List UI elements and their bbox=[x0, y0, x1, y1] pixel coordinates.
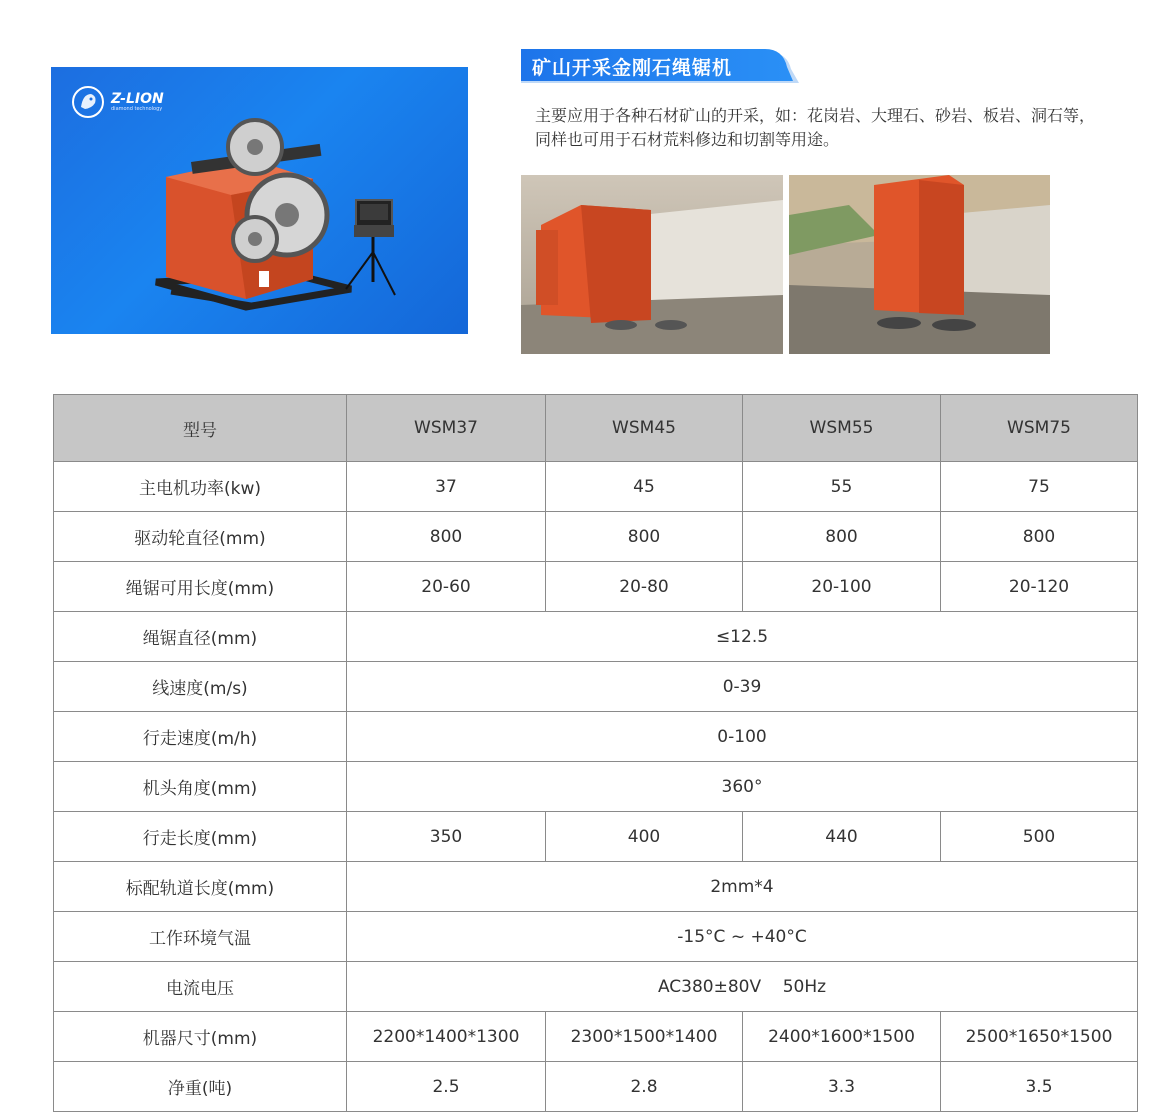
table-row bbox=[54, 612, 1138, 662]
cell: 440 bbox=[743, 812, 941, 862]
header-cell: 型号 bbox=[54, 395, 347, 462]
table-row bbox=[54, 962, 1138, 1012]
row-label: 主电机功率(kw) bbox=[54, 462, 347, 512]
table-header-row bbox=[54, 395, 1138, 462]
merged-cell: -15°C ~ +40°C bbox=[347, 912, 1138, 962]
row-label: 机头角度(mm) bbox=[54, 762, 347, 812]
header-cell: WSM55 bbox=[743, 395, 941, 462]
table-row bbox=[54, 1062, 1138, 1112]
cell: 20-120 bbox=[941, 562, 1138, 612]
row-label: 机器尺寸(mm) bbox=[54, 1012, 347, 1062]
row-label: 行走长度(mm) bbox=[54, 812, 347, 862]
cell: 800 bbox=[347, 512, 546, 562]
row-label: 行走速度(m/h) bbox=[54, 712, 347, 762]
cell: 2200*1400*1300 bbox=[347, 1012, 546, 1062]
header-cell: WSM45 bbox=[546, 395, 743, 462]
cell: 45 bbox=[546, 462, 743, 512]
table-row bbox=[54, 812, 1138, 862]
table-row bbox=[54, 862, 1138, 912]
cell: 2300*1500*1400 bbox=[546, 1012, 743, 1062]
table-row bbox=[54, 762, 1138, 812]
merged-cell: 2mm*4 bbox=[347, 862, 1138, 912]
cell: 55 bbox=[743, 462, 941, 512]
header-cell: WSM75 bbox=[941, 395, 1138, 462]
cell: 3.5 bbox=[941, 1062, 1138, 1112]
cell: 350 bbox=[347, 812, 546, 862]
cell: 2400*1600*1500 bbox=[743, 1012, 941, 1062]
row-label: 绳锯可用长度(mm) bbox=[54, 562, 347, 612]
cell: 20-60 bbox=[347, 562, 546, 612]
cell: 20-100 bbox=[743, 562, 941, 612]
description-line: 主要应用于各种石材矿山的开采，如：花岗岩、大理石、砂岩、板岩、洞石等， bbox=[535, 106, 1096, 125]
row-label: 工作环境气温 bbox=[54, 912, 347, 962]
cell: 37 bbox=[347, 462, 546, 512]
row-label: 绳锯直径(mm) bbox=[54, 612, 347, 662]
spec-table bbox=[53, 394, 1138, 1112]
logo-text: Z-LION bbox=[111, 91, 164, 107]
table-row bbox=[54, 912, 1138, 962]
table-row bbox=[54, 462, 1138, 512]
merged-cell: ≤12.5 bbox=[347, 612, 1138, 662]
cell: 500 bbox=[941, 812, 1138, 862]
row-label: 电流电压 bbox=[54, 962, 347, 1012]
table-row bbox=[54, 512, 1138, 562]
cell: 400 bbox=[546, 812, 743, 862]
cell: 20-80 bbox=[546, 562, 743, 612]
row-label: 驱动轮直径(mm) bbox=[54, 512, 347, 562]
quarry-photo-2 bbox=[789, 175, 1050, 354]
table-row bbox=[54, 662, 1138, 712]
cell: 75 bbox=[941, 462, 1138, 512]
cell: 800 bbox=[941, 512, 1138, 562]
product-description bbox=[535, 104, 1135, 152]
description-line: 同样也可用于石材荒料修边和切割等用途。 bbox=[535, 130, 840, 149]
quarry-photo-1 bbox=[521, 175, 783, 354]
row-label: 净重(吨) bbox=[54, 1062, 347, 1112]
cell: 2.8 bbox=[546, 1062, 743, 1112]
table-row bbox=[54, 562, 1138, 612]
header-cell: WSM37 bbox=[347, 395, 546, 462]
merged-cell: 0-39 bbox=[347, 662, 1138, 712]
page-title: 矿山开采金刚石绳锯机 bbox=[532, 57, 733, 79]
table-row bbox=[54, 1012, 1138, 1062]
merged-cell: 0-100 bbox=[347, 712, 1138, 762]
logo-subtext: diamond technology bbox=[111, 106, 163, 112]
cell: 3.3 bbox=[743, 1062, 941, 1112]
cell: 800 bbox=[743, 512, 941, 562]
product-hero-image bbox=[51, 67, 468, 334]
cell: 2500*1650*1500 bbox=[941, 1012, 1138, 1062]
row-label: 线速度(m/s) bbox=[54, 662, 347, 712]
row-label: 标配轨道长度(mm) bbox=[54, 862, 347, 912]
table-row bbox=[54, 712, 1138, 762]
merged-cell: 360° bbox=[347, 762, 1138, 812]
cell: 800 bbox=[546, 512, 743, 562]
merged-cell: AC380±80V 50Hz bbox=[347, 962, 1138, 1012]
cell: 2.5 bbox=[347, 1062, 546, 1112]
wire-saw-machine-illustration bbox=[51, 67, 468, 334]
